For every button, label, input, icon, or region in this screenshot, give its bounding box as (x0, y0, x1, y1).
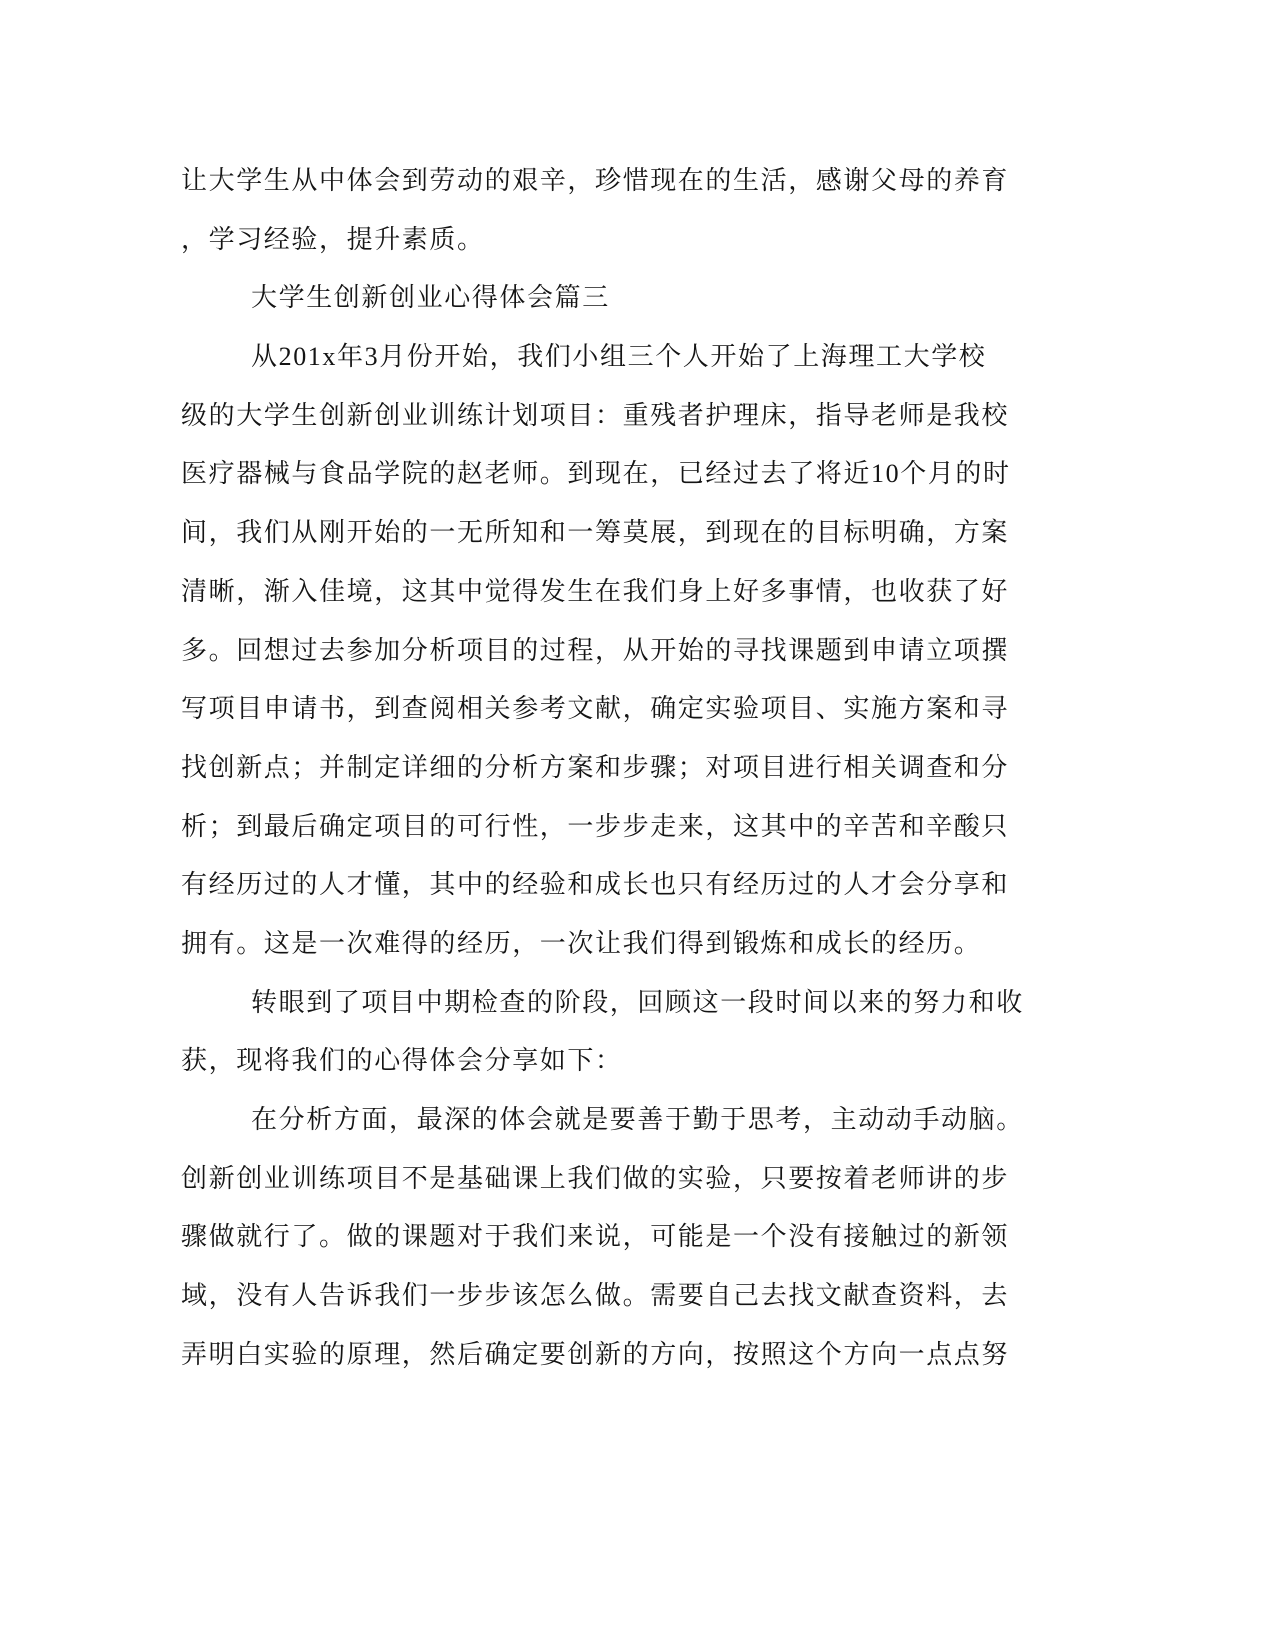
text-line: 多。回想过去参加分析项目的过程，从开始的寻找课题到申请立项撰 (181, 635, 1010, 665)
text-line: 清晰，渐入佳境，这其中觉得发生在我们身上好多事情，也收获了好 (181, 576, 1010, 606)
text-line: 医疗器械与食品学院的赵老师。到现在，已经过去了将近10个月的时 (181, 459, 1011, 489)
text-line: 写项目申请书，到查阅相关参考文献，确定实验项目、实施方案和寻 (181, 694, 1010, 724)
text-line: ，学习经验，提升素质。 (181, 224, 485, 254)
text-line: 骤做就行了。做的课题对于我们来说，可能是一个没有接触过的新领 (181, 1222, 1010, 1252)
text-line: 创新创业训练项目不是基础课上我们做的实验，只要按着老师讲的步 (181, 1163, 1010, 1193)
text-line: 从201x年3月份开始，我们小组三个人开始了上海理工大学校 (251, 342, 987, 372)
text-line: 间，我们从刚开始的一无所知和一筹莫展，到现在的目标明确，方案 (181, 518, 1010, 548)
heading-line: 大学生创新创业心得体会篇三 (251, 283, 610, 313)
text-line: 在分析方面，最深的体会就是要善于勤于思考，主动动手动脑。 (251, 1105, 1024, 1134)
paragraph-continuation (181, 152, 1081, 269)
paragraph-intro (181, 328, 1081, 974)
text-line: 让大学生从中体会到劳动的艰辛，珍惜现在的生活，感谢父母的养育 (181, 166, 1010, 195)
text-line: 找创新点；并制定详细的分析方案和步骤；对项目进行相关调查和分 (181, 752, 1010, 782)
text-line: 获，现将我们的心得体会分享如下： (181, 1046, 623, 1076)
text-line: 析；到最后确定项目的可行性，一步步走来，这其中的辛苦和辛酸只 (181, 811, 1010, 841)
text-line: 域，没有人告诉我们一步步该怎么做。需要自己去找文献查资料，去 (181, 1281, 1010, 1311)
text-line: 拥有。这是一次难得的经历，一次让我们得到锻炼和成长的经历。 (181, 928, 982, 958)
paragraph-midterm (181, 974, 1081, 1091)
text-line: 有经历过的人才懂，其中的经验和成长也只有经历过的人才会分享和 (181, 870, 1010, 900)
text-line: 弄明白实验的原理，然后确定要创新的方向，按照这个方向一点点努 (181, 1339, 1010, 1369)
text-line: 转眼到了项目中期检查的阶段，回顾这一段时间以来的努力和收 (251, 987, 1024, 1017)
text-line: 级的大学生创新创业训练计划项目：重残者护理床，指导老师是我校 (181, 400, 1010, 430)
section-heading (181, 269, 1081, 328)
document-body (181, 152, 1081, 1384)
paragraph-analysis (181, 1091, 1081, 1384)
